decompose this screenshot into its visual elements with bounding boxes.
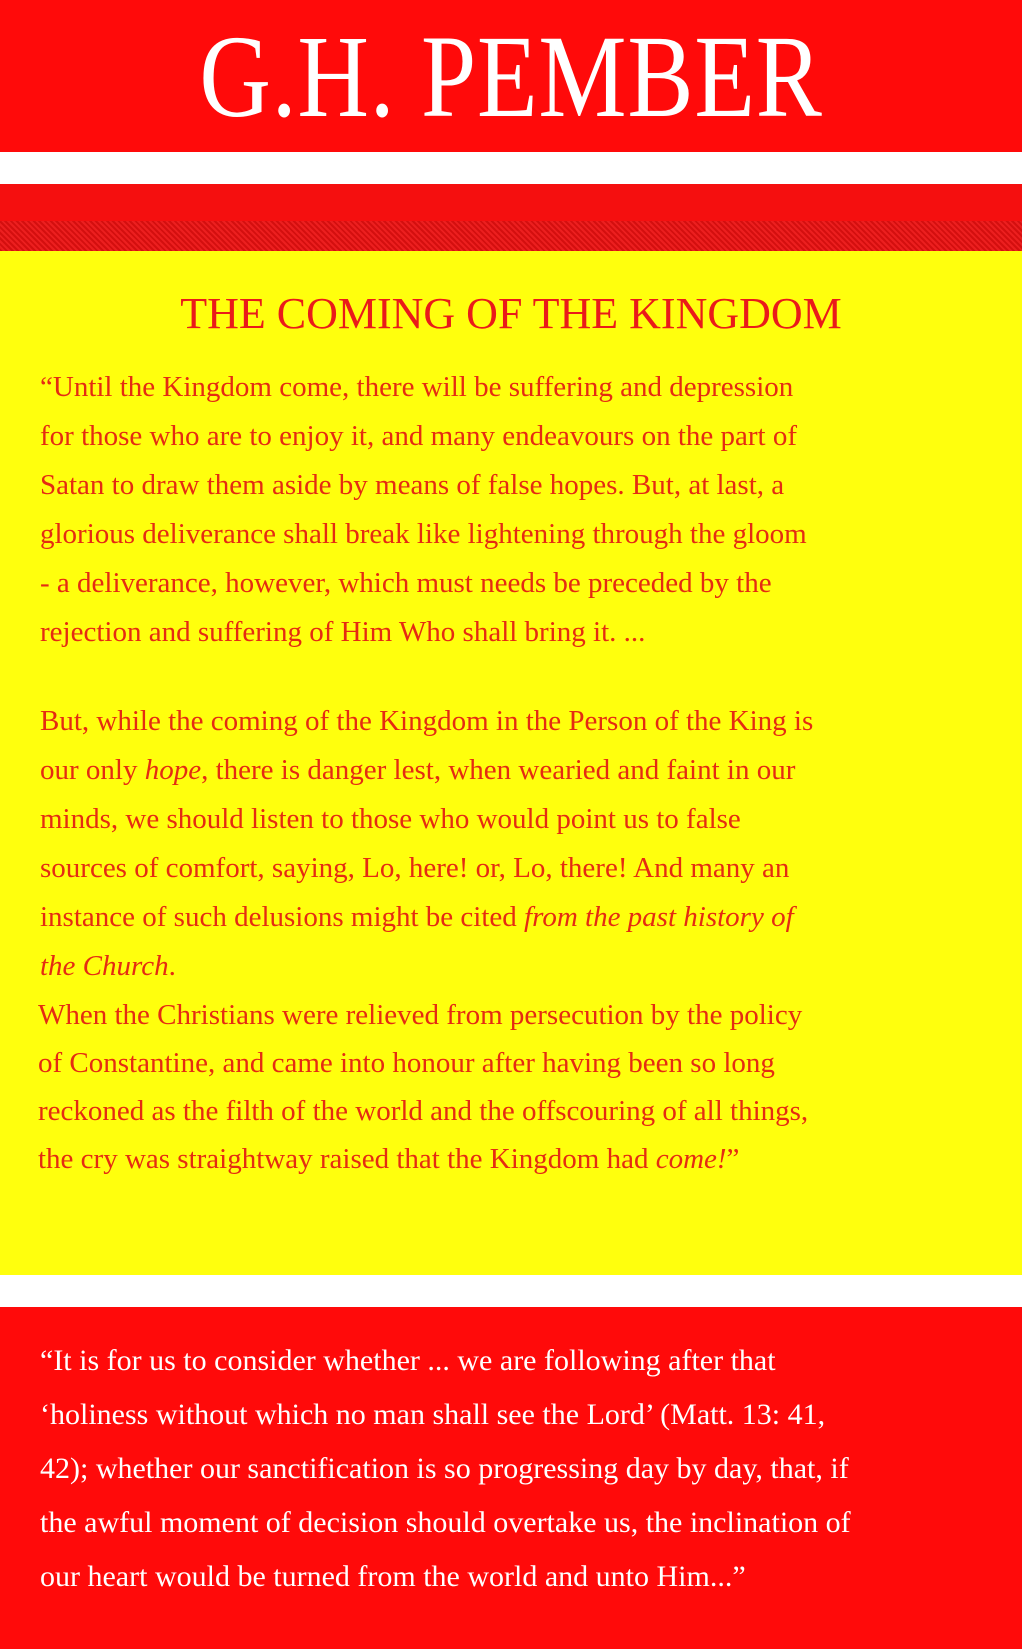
emphasis-come: come! bbox=[655, 1143, 727, 1175]
quote-paragraph-3-part-a: When the Christians were relieved from persecution by the policy of Constantine, and came into honour after having been so long reckoned as the filth of the world and the offscouring of all things, the cry was straightway raised that the Kingdom had bbox=[38, 999, 809, 1175]
quote-paragraph-2-part-b: , there is danger lest, when wearied and faint in our minds, we should listen to those who would point us to false sources of comfort, saying, Lo, here! or, Lo, there! And many an instance of such delusions might be cited bbox=[40, 754, 796, 933]
bottom-quote-text: “It is for us to consider whether ... we are following after that ‘holiness without which no man shall see the Lord’ (Matt. 13: 41, 42); whether our sanctification is so progressing day by day, that, if the awful moment of decision should overtake us, the inclination of our heart would be turned from the world and unto Him...” bbox=[40, 1344, 851, 1593]
quote-paragraph-2-part-c: . bbox=[168, 950, 176, 982]
divider-strip-top bbox=[0, 152, 1022, 184]
red-stripe bbox=[0, 184, 1022, 221]
emphasis-church-history: from the past history of the Church bbox=[40, 901, 794, 982]
quote-paragraph-3-part-b: ” bbox=[726, 1143, 740, 1175]
quote-paragraph-3 bbox=[38, 991, 998, 1183]
divider-strip-bottom bbox=[0, 1275, 1022, 1307]
author-name: G.H. PEMBER bbox=[199, 11, 823, 142]
quote-paragraph-2 bbox=[40, 697, 1000, 991]
quote-paragraph-2-part-a: But, while the coming of the Kingdom in the Person of the King is our only bbox=[40, 705, 814, 786]
emphasis-hope: hope bbox=[144, 754, 202, 786]
textured-stripe bbox=[0, 221, 1022, 251]
book-title: THE COMING OF THE KINGDOM bbox=[180, 289, 842, 338]
quote-paragraph-1: “Until the Kingdom come, there will be suffering and depression for those who are to enjoy it, and many endeavours on the part of Satan to draw them aside by means of false hopes. But, at last, a glorious deliverance shall break like lightening through the gloom - a deliverance, however, which must needs be preceded by the rejection and suffering of Him Who shall bring it. ... bbox=[40, 371, 807, 648]
